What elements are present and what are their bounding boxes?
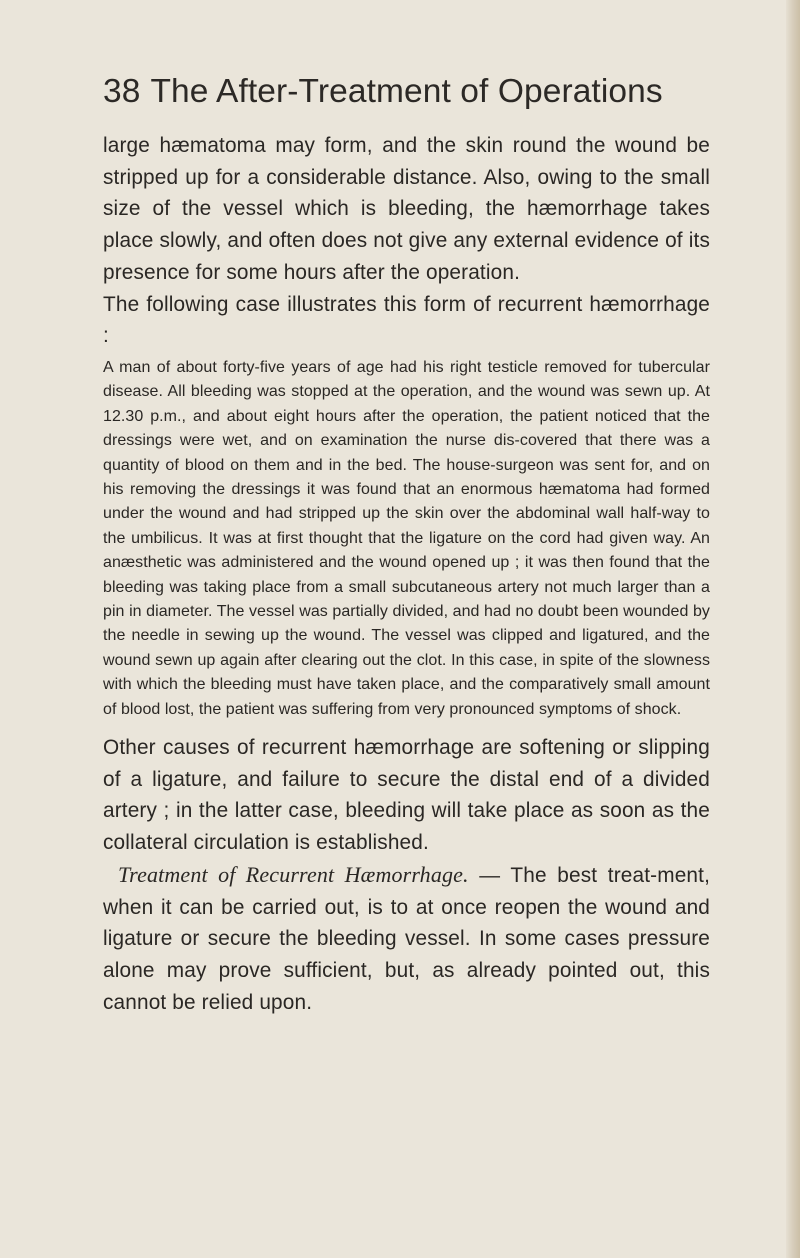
running-title: The After-Treatment of Operations (150, 73, 663, 110)
page-edge-shadow (786, 0, 800, 1258)
paragraph-other-causes: Other causes of recurrent hæmorrhage are softening or slipping of a ligature, and failure to secure the distal end of a divided artery ; in the latter case, bleeding will take place as soon as the collateral circulation is established. (103, 736, 710, 855)
paragraph-treatment (103, 859, 710, 1019)
paragraph-case-intro: The following case illustrates this form of recurrent hæmorrhage : (103, 292, 710, 348)
book-page (103, 70, 710, 1018)
case-report: A man of about forty-five years of age had his right testicle removed for tubercular disease. All bleeding was stopped at the operation, and the wound was sewn up. At 12.30 p.m., and about eight hours after the operation, the patient noticed that the dressings were wet, and on examination the nurse dis-covered that there was a quantity of blood on them and in the bed. The house-surgeon was sent for, and on his removing the dressings it was found that an enormous hæmatoma had formed under the wound and had stripped up the skin over the abdominal wall half-way to the umbilicus. It was at first thought that the ligature on the cord had given way. An anæsthetic was administered and the wound opened up ; it was then found that the bleeding was taking place from a small subcutaneous artery not much larger than a pin in diameter. The vessel was partially divided, and had no doubt been wounded by the needle in sewing up the wound. The vessel was clipped and ligatured, and the wound sewn up again after clearing out the clot. In this case, in spite of the slowness with which the bleeding must have taken place, and the comparatively small amount of blood lost, the patient was suffering from very pronounced symptoms of shock. (103, 358, 710, 718)
page-number: 38 (103, 73, 141, 110)
treatment-heading: Treatment of Recurrent Hæmorrhage. (118, 861, 469, 887)
treatment-text: — The best treat-ment, when it can be carried out, is to at once reopen the wound and ligature or secure the bleeding vessel. In some cases pressure alone may prove sufficient, but, as already pointed out, this cannot be relied upon. (103, 863, 710, 1014)
running-head (103, 70, 710, 114)
paragraph-continuation: large hæmatoma may form, and the skin round the wound be stripped up for a considerable distance. Also, owing to the small size of the vessel which is bleeding, the hæmorrhage takes place slowly, and often does not give any external evidence of its presence for some hours after the operation. (103, 134, 710, 284)
page-body (103, 130, 710, 1018)
